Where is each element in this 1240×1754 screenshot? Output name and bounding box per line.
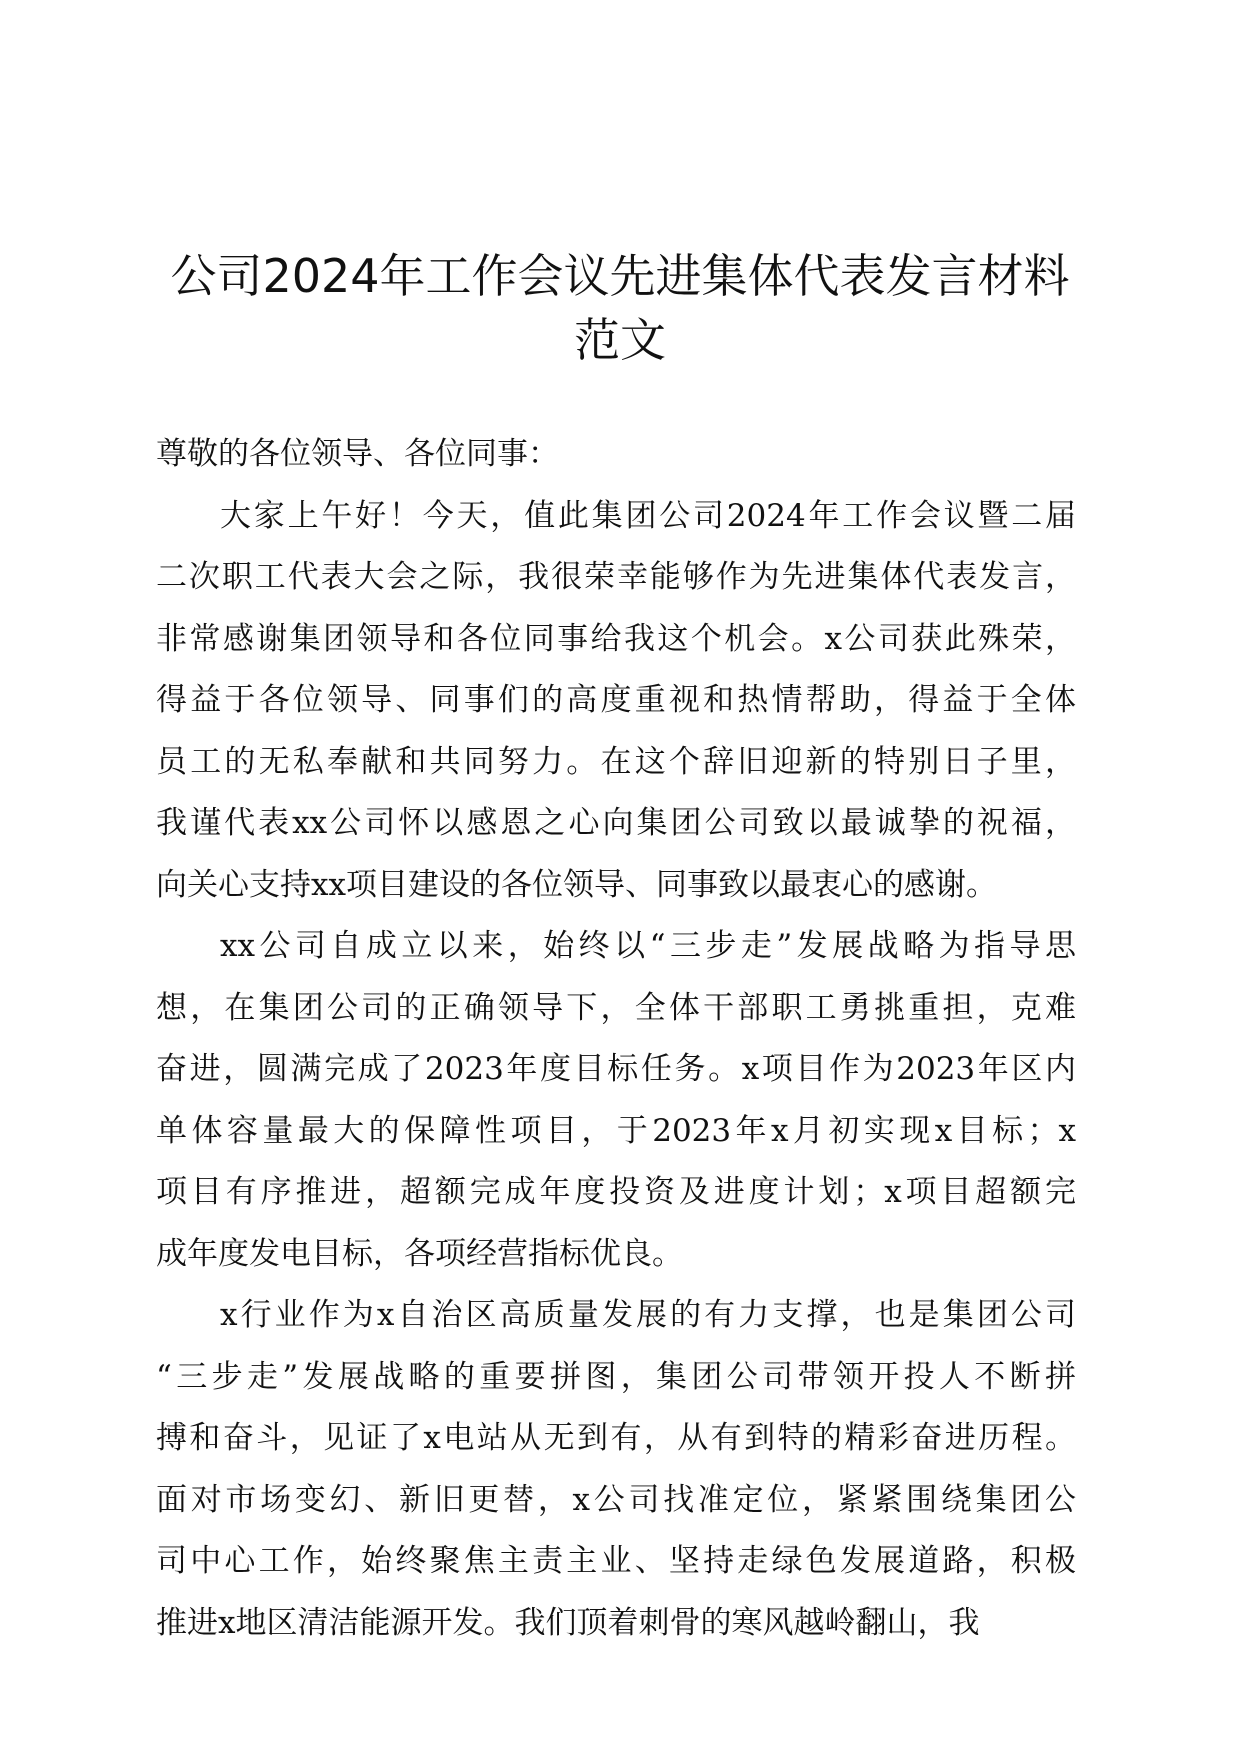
- paragraph-line: x行业作为x自治区高质量发展的有力支撑，也是集团公司: [220, 1297, 1076, 1333]
- paragraph-3: [156, 1285, 1076, 1654]
- paragraph-line: 我谨代表xx公司怀以感恩之心向集团公司致以最诚挚的祝福，: [156, 805, 1076, 841]
- paragraph-2: [156, 916, 1076, 1285]
- paragraph-line: 二次职工代表大会之际，我很荣幸能够作为先进集体代表发言，: [156, 559, 1076, 595]
- paragraph-line: “三步走”发展战略的重要拼图，集团公司带领开投人不断拼: [156, 1358, 1076, 1395]
- paragraph-line: 项目有序推进，超额完成年度投资及进度计划；x项目超额完: [156, 1174, 1076, 1210]
- document-body: [156, 424, 1076, 1654]
- document-title: [150, 244, 1090, 372]
- paragraph-line: 向关心支持xx项目建设的各位领导、同事致以最衷心的感谢。: [156, 866, 997, 903]
- paragraph-line: xx公司自成立以来，始终以“三步走”发展战略为指导思: [220, 928, 1076, 964]
- paragraph-line: 大家上午好！今天，值此集团公司2024年工作会议暨二届: [220, 497, 1076, 534]
- paragraph-line: 单体容量最大的保障性项目，于2023年x月初实现x目标；x: [156, 1112, 1076, 1149]
- paragraph-line: 得益于各位领导、同事们的高度重视和热情帮助，得益于全体: [156, 682, 1076, 718]
- paragraph-line: 面对市场变幻、新旧更替，x公司找准定位，紧紧围绕集团公: [156, 1481, 1076, 1518]
- title-line-1: 公司2024年工作会议先进集体代表发言材料: [170, 249, 1070, 303]
- paragraph-line: 搏和奋斗，见证了x电站从无到有，从有到特的精彩奋进历程。: [156, 1420, 1076, 1456]
- paragraph-line: 司中心工作，始终聚焦主责主业、坚持走绿色发展道路，积极: [156, 1543, 1076, 1579]
- paragraph-line: 成年度发电目标，各项经营指标优良。: [156, 1235, 683, 1272]
- paragraph-1: [156, 486, 1076, 917]
- paragraph-line: 非常感谢集团领导和各位同事给我这个机会。x公司获此殊荣，: [156, 620, 1076, 657]
- paragraph-line: 员工的无私奉献和共同努力。在这个辞旧迎新的特别日子里，: [156, 743, 1076, 780]
- paragraph-line: 想，在集团公司的正确领导下，全体干部职工勇挑重担，克难: [156, 989, 1076, 1026]
- paragraph-line: 推进x地区清洁能源开发。我们顶着刺骨的寒风越岭翻山，我: [156, 1604, 980, 1641]
- paragraph-line: 奋进，圆满完成了2023年度目标任务。x项目作为2023年区内: [156, 1051, 1076, 1087]
- title-line-2: 范文: [574, 313, 666, 367]
- salutation: 尊敬的各位领导、各位同事：: [156, 436, 559, 472]
